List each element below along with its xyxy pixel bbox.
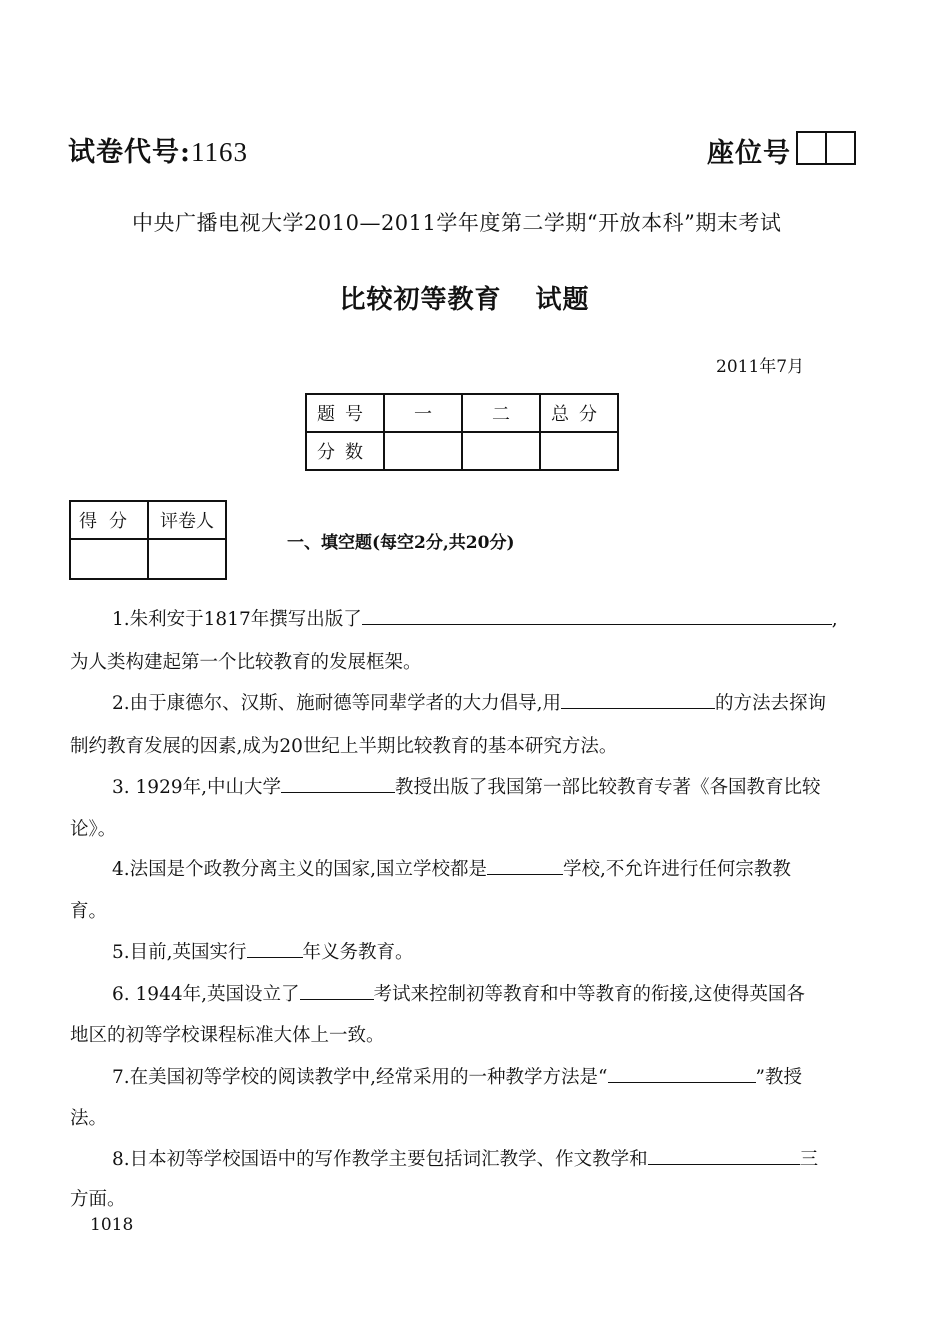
question-7-line-2: 法。 [70, 1108, 108, 1129]
page-title [0, 279, 929, 316]
seat-number-label: 座位号 [707, 138, 791, 169]
section-title: 一、填空题 [287, 533, 372, 553]
exam-date: 2011年7月 [716, 357, 805, 377]
question-text: 三 [799, 1149, 819, 1170]
section-1-heading [287, 528, 515, 553]
question-text: 3. 1929年,中山大学 [112, 777, 281, 798]
score-row-label: 分数 [306, 432, 384, 470]
title-suffix: 试题 [535, 285, 590, 315]
header-total: 总分 [540, 394, 618, 432]
question-3-line-2: 论》。 [70, 819, 117, 840]
header-part-2: 二 [462, 394, 540, 432]
seat-box[interactable] [825, 133, 854, 163]
question-text: 学校,不允许进行任何宗教教 [563, 859, 791, 880]
question-text: 5.目前,英国实行 [112, 942, 247, 963]
question-5 [112, 938, 414, 964]
grader-score-cell[interactable] [70, 539, 148, 579]
score-cell-total[interactable] [540, 432, 618, 470]
answer-blank[interactable] [281, 776, 395, 793]
section-points: (每空2分,共20分) [372, 533, 515, 553]
question-7 [112, 1063, 802, 1089]
question-text: 8.日本初等学校国语中的写作教学主要包括词汇教学、作文教学和 [112, 1149, 648, 1170]
answer-blank[interactable] [487, 858, 563, 875]
header-part-1: 一 [384, 394, 462, 432]
question-text: 4.法国是个政教分离主义的国家,国立学校都是 [112, 859, 488, 880]
exam-code-value: 1163 [190, 137, 248, 167]
question-1 [112, 605, 838, 631]
score-summary-table [305, 393, 619, 471]
university-line: 中央广播电视大学2010—2011学年度第二学期“开放本科”期末考试 [132, 211, 782, 235]
question-3 [112, 773, 821, 799]
question-6 [112, 980, 805, 1006]
exam-code [68, 130, 248, 169]
answer-blank[interactable] [561, 692, 715, 709]
answer-blank[interactable] [608, 1066, 756, 1083]
grader-name-cell[interactable] [148, 539, 226, 579]
question-1-line-2: 为人类构建起第一个比较教育的发展框架。 [70, 652, 422, 673]
question-text: 7.在美国初等学校的阅读教学中,经常采用的一种教学方法是“ [112, 1067, 608, 1088]
question-text: , [831, 609, 838, 630]
answer-blank[interactable] [648, 1148, 800, 1165]
seat-number-boxes[interactable] [796, 131, 856, 165]
question-8 [112, 1145, 818, 1171]
page-number: 1018 [90, 1215, 134, 1235]
question-text: 教授出版了我国第一部比较教育专著《各国教育比较 [395, 777, 821, 798]
exam-code-label: 试卷代号: [68, 137, 191, 168]
grader-name-label: 评卷人 [148, 501, 226, 539]
question-2 [112, 689, 826, 715]
question-text: 2.由于康德尔、汉斯、施耐德等同辈学者的大力倡导,用 [112, 693, 562, 714]
grader-table [69, 500, 227, 580]
score-cell-part-2[interactable] [462, 432, 540, 470]
question-2-line-2: 制约教育发展的因素,成为20世纪上半期比较教育的基本研究方法。 [70, 736, 618, 757]
question-4 [112, 855, 791, 881]
answer-blank[interactable] [362, 608, 832, 625]
question-text: 的方法去探询 [715, 693, 827, 714]
question-6-line-2: 地区的初等学校课程标准大体上一致。 [70, 1025, 385, 1046]
seat-box[interactable] [798, 133, 825, 163]
score-cell-part-1[interactable] [384, 432, 462, 470]
header-question-number: 题号 [306, 394, 384, 432]
question-4-line-2: 育。 [70, 901, 108, 922]
grader-score-label: 得分 [70, 501, 148, 539]
question-text: ”教授 [755, 1067, 802, 1088]
answer-blank[interactable] [247, 941, 303, 958]
answer-blank[interactable] [300, 983, 374, 1000]
question-text: 考试来控制初等教育和中等教育的衔接,这使得英国各 [373, 984, 805, 1005]
question-text: 1.朱利安于1817年撰写出版了 [112, 609, 362, 630]
subject-name: 比较初等教育 [339, 285, 502, 315]
question-8-line-2: 方面。 [70, 1189, 126, 1210]
question-text: 6. 1944年,英国设立了 [112, 984, 300, 1005]
question-text: 年义务教育。 [302, 942, 414, 963]
